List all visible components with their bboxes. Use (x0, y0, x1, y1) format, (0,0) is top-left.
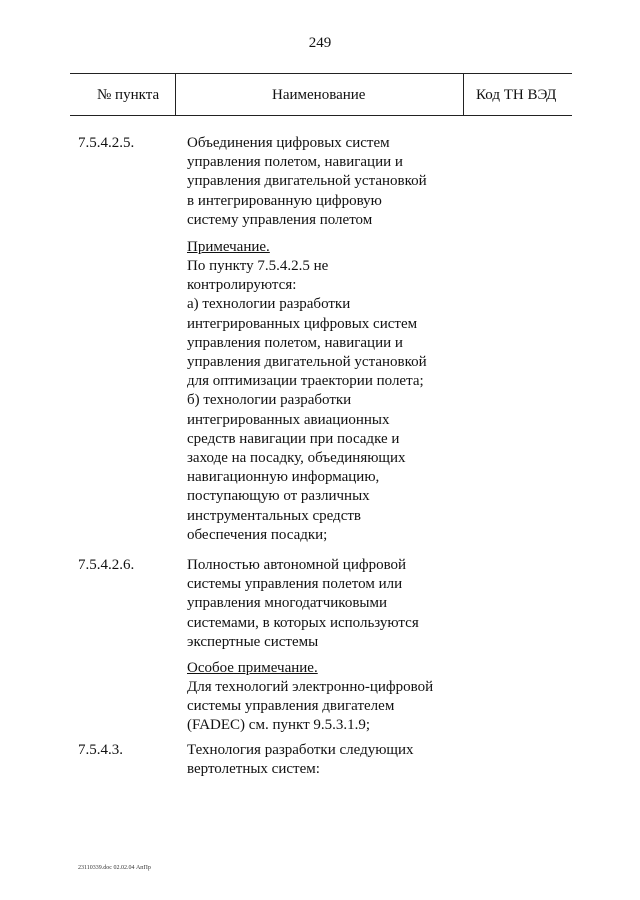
item-number: 7.5.4.3. (78, 742, 123, 758)
header-col-code: Код ТН ВЭД (476, 87, 557, 103)
item-number: 7.5.4.2.5. (78, 135, 135, 151)
header-top-rule (70, 73, 572, 74)
header-col-name: Наименование (272, 87, 366, 103)
item-text: Объединения цифровых систем управления полетом, навигации и управления двигательной установкой в интегрированную цифровую систему управления полетом (187, 135, 427, 228)
note-title: Примечание. (187, 239, 270, 255)
note-title: Особое примечание. (187, 660, 318, 676)
item-number: 7.5.4.2.6. (78, 557, 135, 573)
page-number: 249 (308, 35, 332, 51)
item-text: Технология разработки следующих вертолетных систем: (187, 742, 414, 778)
note-text: Для технологий электронно-цифровой системы управления двигателем (FADEC) см. пункт 9.5.3.1.9; (187, 679, 434, 734)
footer-file-info: 23110339.doc 02.02.04 АпПр (78, 865, 151, 871)
header-divider-2 (463, 73, 464, 116)
item-text: Полностью автономной цифровой системы управления полетом или управления многодатчиковыми системами, в которых используются экспертные системы (187, 557, 419, 650)
header-divider-1 (175, 73, 176, 116)
header-bottom-rule (70, 115, 572, 116)
header-col-number: № пункта (97, 87, 160, 103)
note-text: По пункту 7.5.4.2.5 не контролируются: а) технологии разработки интегрированных цифровых систем управления полетом, навигации и управления двигательной установкой для оптимизации траектории полета; б) технологии разработки интегрированных авиационных средств навигации при посадке и заходе на посадку, объединяющих навигационную информацию, поступающую от различных инструментальных средств обеспечения посадки; (187, 258, 427, 543)
